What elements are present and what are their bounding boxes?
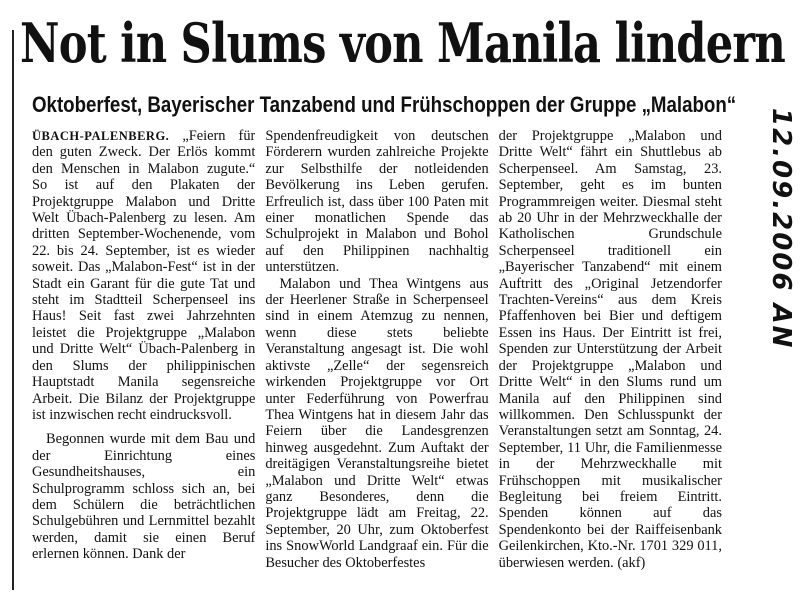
paragraph: Begonnen wurde mit dem Bau und der Einrichtung eines Gesundheitshauses, ein Schulprogramm schloss sich an, bei dem Schülern die beträchtlichen Schulgebühren und Lernmittel bezahlt werden, damit sie einen Beruf erlernen können. Dank der: [32, 431, 256, 563]
left-border-rule: [12, 30, 14, 590]
headline: Not in Slums von Manila lindern: [20, 11, 785, 75]
handwritten-date-note: 12.09.2006 AN: [766, 108, 796, 350]
lead-text: „Feiern für den guten Zweck. Der Erlös kommt den Menschen in Malabon zugute.“ So ist auf den Plakaten der Projektgruppe Malabon und Dritte Welt Übach-Palenberg zu lesen. Am dritten September-Wochenende, vom 22. bis 24. September, ist es wieder soweit. Das „Malabon-Fest“ ist in der Stadt ein Garant für die gute Tat und steht im Stadtteil Scherpenseel ins Haus! Seit fast zwei Jahrzehnten leistet die Projektgruppe „Malabon und Dritte Welt“ Übach-Palenberg in den Slums der philippinischen Hauptstadt Manila segensreiche Arbeit. Die Bilanz der Projektgruppe ist inzwischen recht eindrucksvoll.: [32, 128, 256, 423]
column-1: [32, 128, 255, 598]
lead-paragraph: [32, 128, 255, 423]
column-2: [265, 128, 488, 598]
paragraph: Spendenfreudigkeit von deutschen Förderern wurden zahlreiche Projekte zur Selbsthilfe der notleidenden Bevölkerung ins Leben gerufen. Erfreulich ist, dass über 100 Paten mit einer monatlichen Spende das Schulprojekt in Malabon und Bohol auf den Philippinen nachhaltig unterstützen.: [265, 128, 489, 276]
paragraph: der Projektgruppe „Malabon und Dritte Welt“ fährt ein Shuttlebus ab Scherpenseel. Am Samstag, 23. September, geht es im bunten Programmreigen weiter. Diesmal steht ab 20 Uhr in der Mehrzweckhalle der Katholischen Grundschule Scherpenseel traditionell ein „Bayerischer Tanzabend“ mit einem Auftritt des „Original Jetzendorfer Trachten-Vereins“ aus dem Kreis Pfaffenhoven bei Bier und deftigem Essen ins Haus. Der Eintritt ist frei, Spenden zur Unterstützung der Arbeit der Projektgruppe „Malabon und Dritte Welt“ in den Slums rund um Manila auf den Philippinen sind willkommen. Den Schlusspunkt der Veranstaltungen setzt am Sonntag, 24. September, 11 Uhr, die Familienmesse in der Mehrzweckhalle mit Frühschoppen mit musikalischer Begleitung bei freiem Eintritt. Spenden können auf das Spendenkonto bei der Raiffeisenbank Geilenkirchen, Kto.-Nr. 1701 329 011, überwiesen werden. (akf): [498, 128, 722, 571]
byline: ÜBACH-PALENBERG.: [32, 129, 170, 143]
paragraph: Malabon und Thea Wintgens aus der Heerlener Straße in Scherpenseel sind in einem Atemzug zu nennen, wenn diese stets beliebte Veranstaltung angesagt ist. Die wohl aktivste „Zelle“ der segensreich wirkenden Projektgruppe vor Ort unter Federführung von Powerfrau Thea Wintgens hat in diesem Jahr das Feiern über die Landesgrenzen hinweg ausgedehnt. Zum Auftakt der dreitägigen Veranstaltungsreihe bietet „Malabon und Dritte Welt“ etwas ganz Besonderes, denn die Projektgruppe lädt am Freitag, 22. September, 20 Uhr, zum Oktoberfest ins SnowWorld Landgraaf ein. Für die Besucher des Oktoberfestes: [265, 275, 489, 571]
subheadline: Oktoberfest, Bayerischer Tanzabend und Frühschoppen der Gruppe „Malabon“: [32, 92, 737, 117]
article-body: [32, 128, 768, 598]
